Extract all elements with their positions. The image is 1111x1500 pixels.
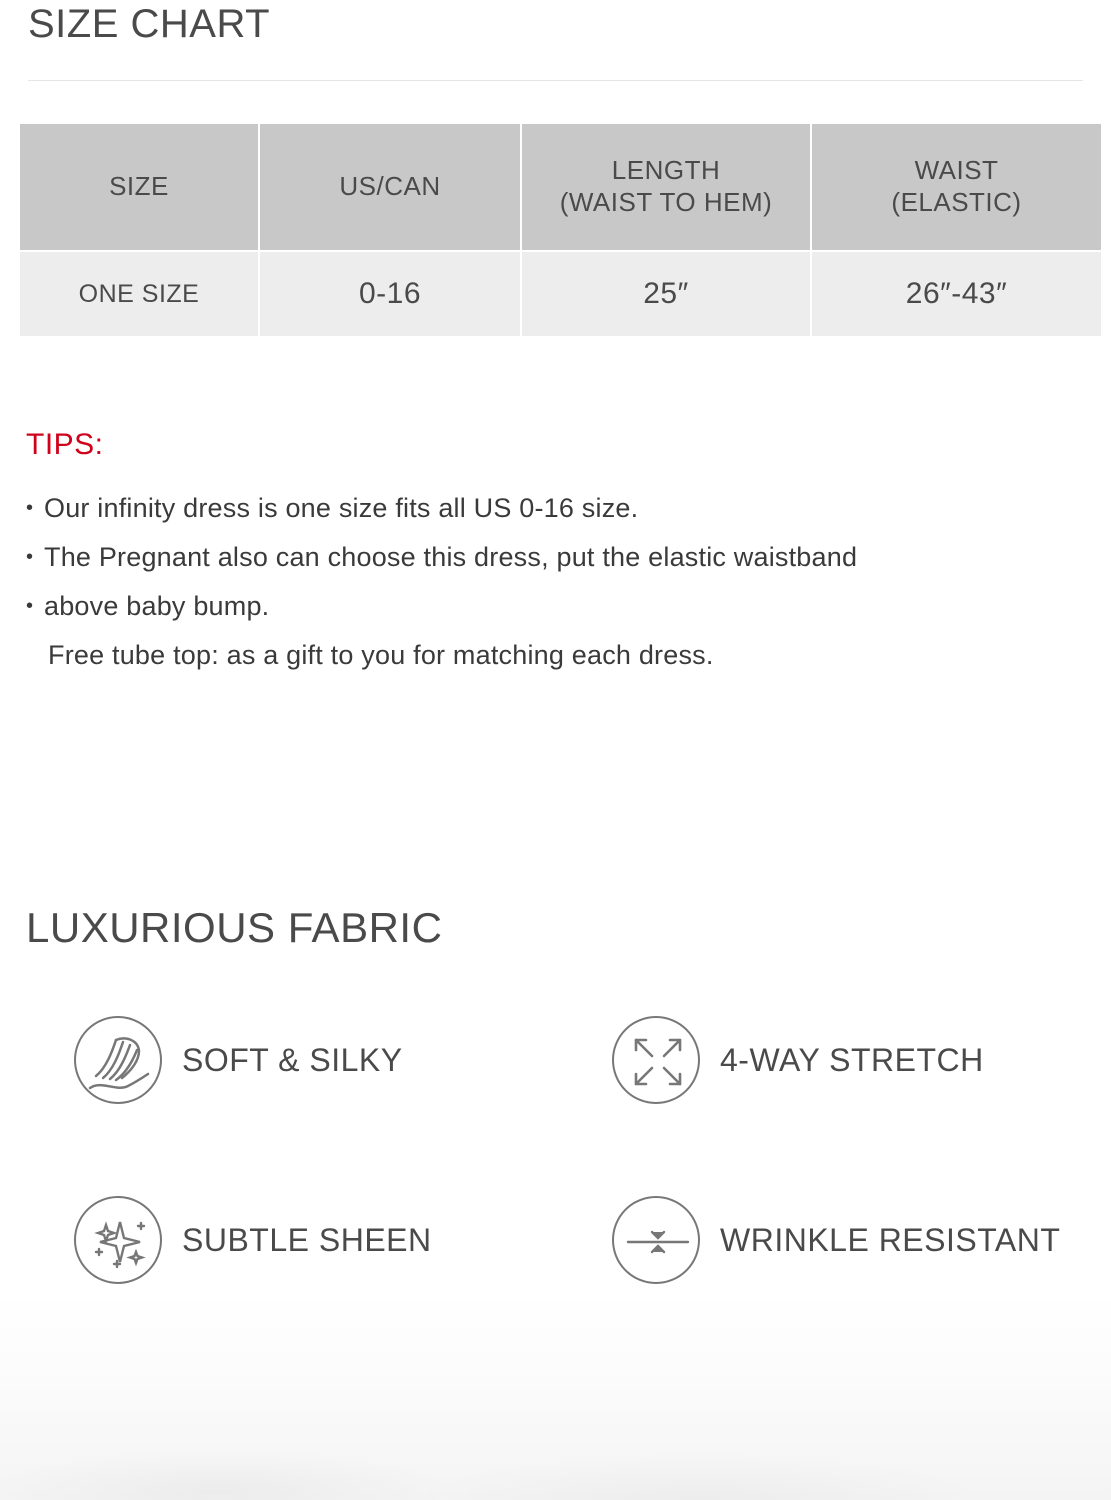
- cell-waist: 26″-43″: [812, 252, 1101, 336]
- list-item: [26, 582, 1086, 631]
- table-header-row: [20, 124, 1101, 250]
- flat-line-icon: [612, 1196, 700, 1284]
- column-header-length-line2: (WAIST TO HEM): [559, 187, 773, 217]
- feature-wrinkle-resistant: [612, 1196, 1060, 1284]
- cell-length: 25″: [522, 252, 810, 336]
- tip-text: The Pregnant also can choose this dress, put the elastic waistband: [44, 542, 858, 572]
- fabric-background-photo: [0, 1290, 1111, 1500]
- title-divider: [28, 80, 1083, 81]
- column-header-waist-line2: (ELASTIC): [891, 187, 1022, 217]
- page-title: SIZE CHART: [28, 2, 271, 46]
- feature-label: WRINKLE RESISTANT: [720, 1221, 1061, 1258]
- feature-label: SOFT & SILKY: [182, 1041, 403, 1078]
- feature-label: 4-WAY STRETCH: [720, 1041, 984, 1078]
- bullet-icon: •: [26, 595, 34, 617]
- column-header-size: [20, 124, 258, 250]
- table-body: [20, 252, 1101, 336]
- feature-soft-silky: [74, 1016, 403, 1104]
- bullet-icon: •: [26, 497, 34, 519]
- column-header-waist: [812, 124, 1101, 250]
- tips-note: Free tube top: as a gift to you for matching each dress.: [48, 640, 714, 670]
- feature-subtle-sheen: [74, 1196, 432, 1284]
- fabric-section-title: LUXURIOUS FABRIC: [26, 904, 443, 951]
- tips-list: [26, 484, 1086, 680]
- list-item: [26, 484, 1086, 533]
- size-chart-table: [18, 122, 1103, 338]
- table-row: [20, 252, 1101, 336]
- column-header-length-line1: LENGTH: [611, 155, 721, 186]
- tips-heading: TIPS:: [26, 428, 104, 461]
- column-header-length: [522, 124, 810, 250]
- tip-text: above baby bump.: [44, 591, 270, 621]
- fabric-swatch-icon: [74, 1016, 162, 1104]
- column-header-size-line1: SIZE: [109, 171, 169, 202]
- four-way-arrows-icon: [612, 1016, 700, 1104]
- sparkle-icon: [74, 1196, 162, 1284]
- bullet-icon: •: [26, 546, 34, 568]
- cell-uscan: 0-16: [260, 252, 520, 336]
- list-item: [26, 533, 1086, 582]
- column-header-uscan-line1: US/CAN: [339, 171, 441, 202]
- column-header-uscan: [260, 124, 520, 250]
- cell-size: ONE SIZE: [20, 252, 258, 336]
- column-header-waist-line1: WAIST: [914, 155, 999, 186]
- feature-label: SUBTLE SHEEN: [182, 1221, 432, 1258]
- feature-4-way-stretch: [612, 1016, 984, 1104]
- tip-text: Our infinity dress is one size fits all US 0-16 size.: [44, 493, 639, 523]
- table-header: [20, 124, 1101, 250]
